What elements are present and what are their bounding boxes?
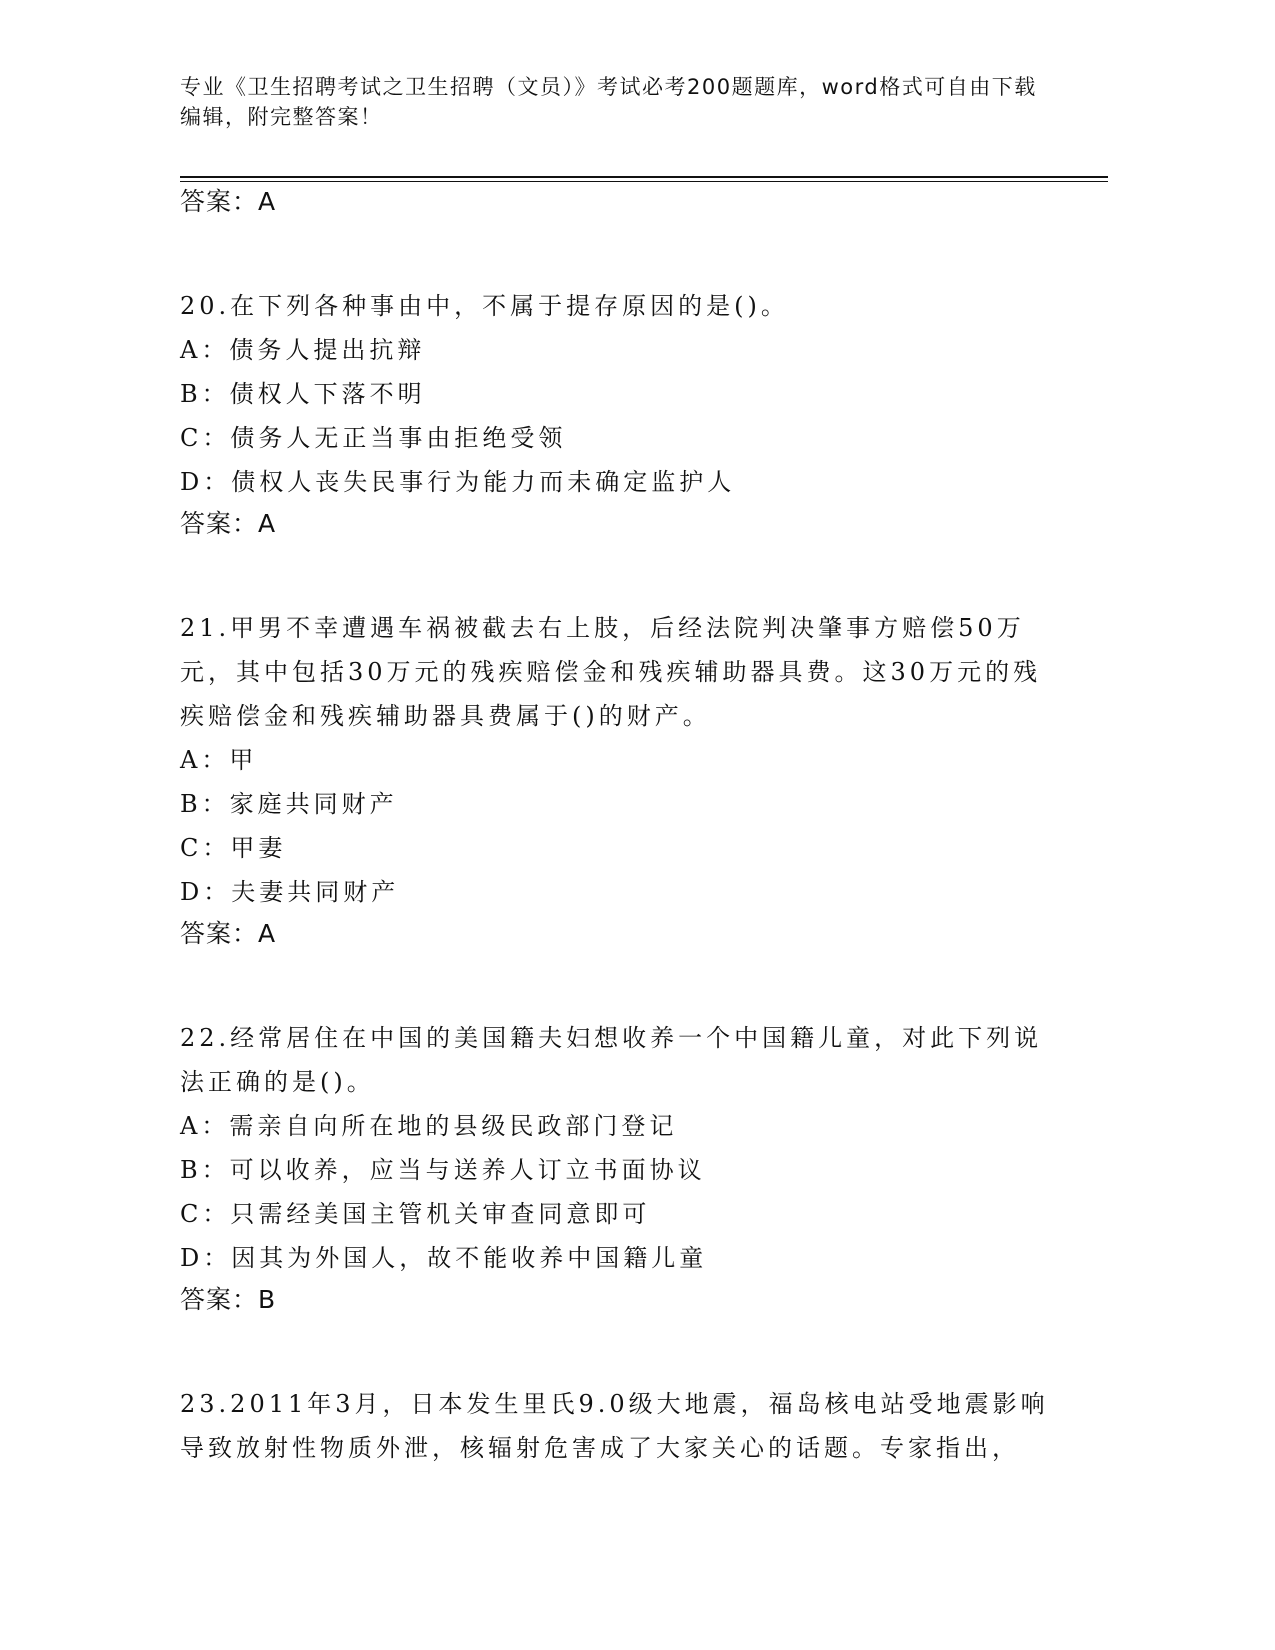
header-divider-thick — [180, 176, 1108, 178]
document-header: 专业《卫生招聘考试之卫生招聘（文员）》考试必考200题题库，word格式可自由下载编辑，附完整答案！ — [180, 75, 1037, 129]
option-d: D：夫妻共同财产 — [180, 878, 400, 906]
question-stem: 21.甲男不幸遭遇车祸被截去右上肢，后经法院判决肇事方赔偿50万元，其中包括30万元的残疾赔偿金和残疾辅助器具费。这30万元的残疾赔偿金和残疾辅助器具费属于()的财产。 — [180, 614, 1042, 730]
option-b: B：可以收养，应当与送养人订立书面协议 — [180, 1156, 706, 1184]
question-stem: 23.2011年3月，日本发生里氏9.0级大地震，福岛核电站受地震影响导致放射性物质外泄，核辐射危害成了大家关心的话题。专家指出， — [180, 1390, 1049, 1462]
option-c: C：甲妻 — [180, 834, 287, 862]
answer-line: 答案：A — [180, 187, 277, 216]
question-stem: 22.经常居住在中国的美国籍夫妇想收养一个中国籍儿童，对此下列说法正确的是()。 — [180, 1024, 1043, 1096]
option-c: C：债务人无正当事由拒绝受领 — [180, 424, 567, 452]
option-d: D：因其为外国人，故不能收养中国籍儿童 — [180, 1244, 708, 1272]
question-block-21 — [180, 606, 1050, 952]
answer-line: 答案：A — [180, 919, 277, 948]
option-b: B：债权人下落不明 — [180, 380, 426, 408]
question-stem: 20.在下列各种事由中，不属于提存原因的是()。 — [180, 292, 789, 320]
option-b: B：家庭共同财产 — [180, 790, 398, 818]
option-a: A：需亲自向所在地的县级民政部门登记 — [180, 1112, 678, 1140]
answer-line: 答案：A — [180, 509, 277, 538]
option-c: C：只需经美国主管机关审查同意即可 — [180, 1200, 651, 1228]
answer-line: 答案：B — [180, 1285, 277, 1314]
document-body — [180, 184, 1050, 1470]
question-block-23 — [180, 1382, 1050, 1470]
option-d: D：债权人丧失民事行为能力而未确定监护人 — [180, 468, 736, 496]
question-block-22 — [180, 1016, 1050, 1318]
header-divider-thin — [180, 181, 1108, 182]
option-a: A：甲 — [180, 746, 258, 774]
question-block-20 — [180, 284, 1050, 542]
option-a: A：债务人提出抗辩 — [180, 336, 426, 364]
